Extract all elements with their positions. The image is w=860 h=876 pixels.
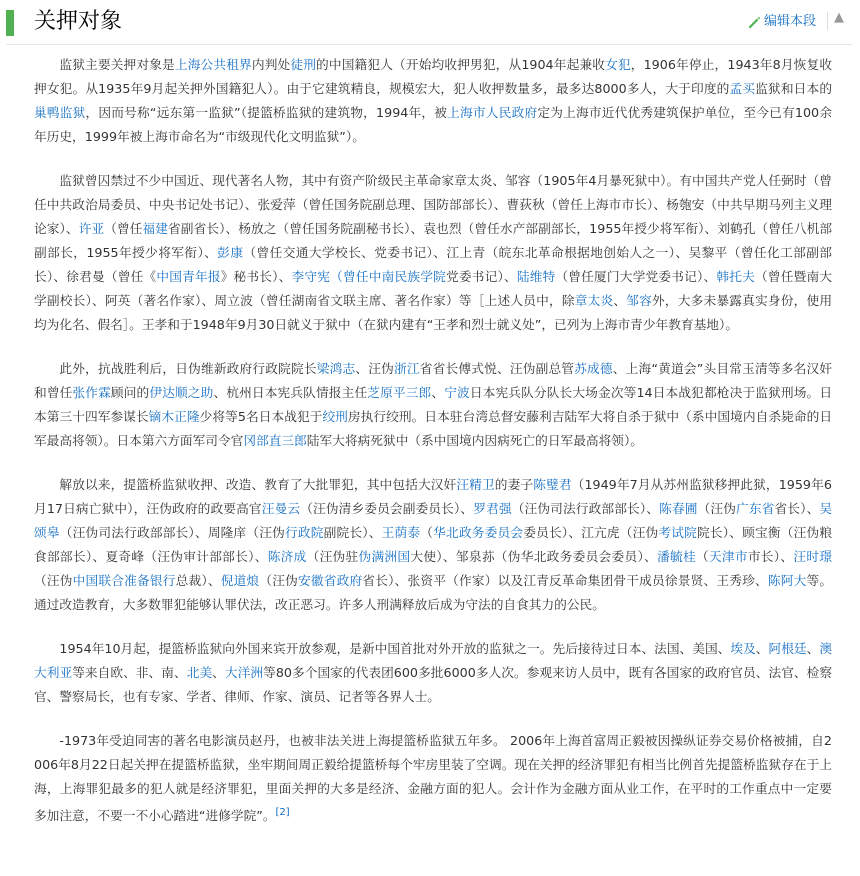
text-run: 等80多个国家的代表团600多批6000多人次。参观来访人员中，既有各国家的政府官员、法官、检察官、警察局长，也有专家、学者、律师、作家、演员、记者等各界人士。 <box>34 665 833 704</box>
inline-link[interactable]: 伪满洲国 <box>358 549 411 564</box>
inline-link[interactable]: 汪精卫 <box>456 477 495 492</box>
inline-link[interactable]: 冈部直三郎 <box>243 433 307 448</box>
paragraph <box>34 53 832 149</box>
text-run: （曾任暨南大学副校长）、阿英（著名作家）、周立波（曾任湖南省文联主席、著名作家）等［上述人员中，除 <box>34 269 833 308</box>
inline-link[interactable]: 北美 <box>186 665 213 680</box>
inline-link[interactable]: 中国青年报 <box>156 269 221 284</box>
inline-link[interactable]: 镝木正隆 <box>148 409 200 424</box>
inline-link[interactable]: 王荫泰 <box>381 525 421 540</box>
section-nav-icon[interactable]: ▲ <box>834 10 844 25</box>
inline-link[interactable]: 上海市人民政府 <box>447 105 538 120</box>
inline-link[interactable]: 安徽省政府 <box>297 573 363 588</box>
inline-link[interactable]: 澳大利亚 <box>34 641 833 680</box>
section-header <box>6 0 852 45</box>
inline-link[interactable]: 苏成德 <box>574 361 613 376</box>
section-title: 关押对象 <box>34 9 123 34</box>
text-run: 陆军大将病死狱中（系中国境内因病死亡的日军最高将领）。 <box>306 433 643 448</box>
text-run: （汪伪 <box>34 573 73 588</box>
inline-link[interactable]: 巢鸭监狱 <box>34 105 86 120</box>
text-run: （汪伪 <box>697 501 737 516</box>
text-run: 、 <box>212 665 225 680</box>
text-run: 、 <box>755 641 769 656</box>
inline-link[interactable]: 潘毓桂 <box>657 549 696 564</box>
inline-link[interactable]: 汪时璟 <box>793 549 832 564</box>
inline-link[interactable]: 绞刑 <box>322 409 348 424</box>
inline-link[interactable]: 浙江 <box>394 361 420 376</box>
text-run: 大使）、邹泉荪（伪华北政务委员会委员）、 <box>410 549 658 564</box>
text-run: 》秘书长）、 <box>220 269 292 284</box>
inline-link[interactable]: 彭康 <box>217 245 244 260</box>
inline-link[interactable]: 行政院 <box>285 525 324 540</box>
text-run: 房执行绞刑。日本驻台湾总督安藤利吉陆军大将自杀于狱中（系中国境内自杀毙命的日军最高将领）。日本第六方面军司令官 <box>34 409 833 448</box>
inline-link[interactable]: 华北政务委员会 <box>433 525 524 540</box>
text-run: 解放以来，提篮桥监狱收押、改造、教育了大批罪犯，其中包括大汉奸 <box>59 477 457 492</box>
inline-link[interactable]: 广东省 <box>736 501 775 516</box>
inline-link[interactable]: 许亚 <box>78 221 105 236</box>
paragraph <box>34 637 832 709</box>
inline-link[interactable]: 罗君强 <box>473 501 512 516</box>
text-run: 省省长傅式悦、汪伪副总管 <box>419 361 575 376</box>
text-run: 总裁）、 <box>175 573 221 588</box>
text-run: 市长）、 <box>747 549 794 564</box>
text-run: 、上海“黄道会”头目常玉清等多名汉奸和曾任 <box>34 361 833 400</box>
inline-link[interactable]: 梁鸿志 <box>316 361 356 376</box>
inline-link[interactable]: 埃及 <box>730 641 756 656</box>
inline-link[interactable]: 女犯 <box>605 57 631 72</box>
text-run: （曾任 <box>104 221 143 236</box>
header-divider <box>827 12 828 30</box>
inline-link[interactable]: 徒刑 <box>290 57 317 72</box>
text-run: 内判处 <box>251 57 291 72</box>
text-run: 等来自欧、非、南、 <box>72 665 187 680</box>
text-run: 、 <box>431 385 445 400</box>
inline-link[interactable]: 邹容 <box>626 293 652 308</box>
inline-link[interactable]: 大洋洲 <box>224 665 264 680</box>
text-run: （汪伪司法行政部部长）、周隆庠（汪伪 <box>59 525 286 540</box>
inline-link[interactable]: （曾任中南民族学院 <box>330 269 446 284</box>
text-run: 、杭州日本宪兵队情报主任 <box>213 385 368 400</box>
edit-section-label: 编辑本段 <box>763 14 816 29</box>
text-run: 定为上海市近代优秀建筑保护单位，至今已有100余年历史，1999年被上海市命名为“市级现代化文明监狱”）。 <box>34 105 833 144</box>
text-run: 委员长）、江亢虎（汪伪 <box>523 525 659 540</box>
inline-link[interactable]: 陈璧君 <box>533 477 572 492</box>
text-run: 监狱和日本的 <box>755 81 833 96</box>
text-run: （曾任交通大学校长、党委书记）、江上青（皖东北革命根据地创始人之一）、吴黎平（曾任化工部副部长）、徐君曼（曾任《 <box>34 245 832 284</box>
text-run: 、汪伪 <box>355 361 394 376</box>
text-run: 院长）、顾宝衡（汪伪粮食部部长）、夏奇峰（汪伪审计部部长）、 <box>34 525 833 564</box>
text-run: 等。通过改造教育，大多数罪犯能够认罪伏法，改正恶习。许多人刑满释放后成为守法的自食其力的公民。 <box>34 573 833 612</box>
text-run: 、 <box>613 293 627 308</box>
text-run: （ <box>420 525 434 540</box>
text-run: 省长）、 <box>774 501 820 516</box>
paragraph <box>34 357 832 453</box>
inline-link[interactable]: 陆维特 <box>516 269 556 284</box>
inline-link[interactable]: 中国联合准备银行 <box>72 573 176 588</box>
inline-link[interactable]: 上海公共租界 <box>174 57 252 72</box>
text-run: （曾任厦门大学党委书记）、 <box>555 269 717 284</box>
text-run: （汪伪司法行政部部长）、 <box>511 501 660 516</box>
text-run: （汪伪清乡委员会副委员长）、 <box>300 501 474 516</box>
text-run: （1949年7月从苏州监狱移押此狱，1959年6月17日病亡狱中），汪伪政府的政要高官 <box>34 477 833 516</box>
inline-link[interactable]: 芝原平三郎 <box>367 385 432 400</box>
inline-link[interactable]: 考试院 <box>658 525 698 540</box>
text-run: 、 <box>806 641 820 656</box>
text-run: 的中国籍犯人（开始均收押男犯，从1904年起兼收 <box>316 57 606 72</box>
inline-link[interactable]: 陈春圃 <box>659 501 698 516</box>
text-run: ，因而号称“远东第一监狱”（提篮桥监狱的建筑物，1994年，被 <box>85 105 448 120</box>
section-content <box>0 45 860 828</box>
text-run: 此外，抗战胜利后，日伪维新政府行政院院长 <box>59 361 317 376</box>
edit-section-button[interactable] <box>748 13 816 31</box>
text-run: （ <box>695 549 709 564</box>
inline-link[interactable]: 宁波 <box>444 385 470 400</box>
citation-link[interactable]: [2] <box>275 807 290 818</box>
paragraph <box>34 473 832 617</box>
text-run: （汪伪 <box>259 573 298 588</box>
inline-link[interactable]: 福建 <box>142 221 169 236</box>
inline-link[interactable]: 陈阿大 <box>767 573 807 588</box>
text-run: 的妻子 <box>494 477 534 492</box>
text-run: 外，大多未暴露真实身份，使用均为化名、假名］。王孝和于1948年9月30日就义于狱中（在狱内建有“王孝和烈士就义处”，已列为上海市青少年教育基地）。 <box>34 293 833 332</box>
inline-link[interactable]: 吴颂皋 <box>34 501 833 540</box>
inline-link[interactable]: 孟买 <box>729 81 756 96</box>
inline-link[interactable]: 阿根廷 <box>768 641 807 656</box>
inline-link[interactable]: 倪道烺 <box>220 573 260 588</box>
text-run: -1973年受迫同害的著名电影演员赵丹，也被非法关进上海提篮桥监狱五年多。 2006年上海首富周正毅被因操纵证券交易价格被捕，自2006年8月22日起关押在提篮桥监狱，坐牢期间周正毅给提篮桥每个牢房里装了空调。现在关押的经济罪犯有相当比例首先提篮桥监狱存在于上海，上海罪犯最多的犯人就是经济罪犯，里面关押的大多是经济、金融方面的犯人。会计作为金融方面从业工作，在平时的工作重点中一定要多加注意，不要一不小心踏进“进修学院”。 <box>34 733 832 824</box>
text-run: 副院长）、 <box>323 525 382 540</box>
inline-link[interactable]: 汪曼云 <box>261 501 301 516</box>
inline-link[interactable]: 天津市 <box>708 549 748 564</box>
inline-link[interactable]: 李守宪 <box>291 269 331 284</box>
inline-link[interactable]: 伊达顺之助 <box>149 385 214 400</box>
text-run: 省长）、张资平（作家）以及江青反革命集团骨干成员徐景贤、王秀珍、 <box>362 573 768 588</box>
inline-link[interactable]: 张作霖 <box>72 385 111 400</box>
text-run: 监狱曾囚禁过不少中国近、现代著名人物，其中有资产阶级民主革命家章太炎、邹容（1905年4月暴死狱中）。有中国共产党人任弼时（曾任中共政治局委员、中央书记处书记）、张爱萍（曾任国务院副总理、国防部部长）、曹荻秋（曾任上海市市长）、杨匏安（中共早期马列主义理论家）、 <box>34 173 832 236</box>
pencil-icon <box>748 16 761 29</box>
inline-link[interactable]: 陈济成 <box>267 549 307 564</box>
text-run: 日本宪兵队分队长大场金次等14日本战犯都枪决于监狱刑场。日本第三十四军参谋长 <box>34 385 833 424</box>
inline-link[interactable]: 韩托夫 <box>716 269 755 284</box>
text-run: 顾问的 <box>110 385 150 400</box>
text-run: 少将等5名日本战犯于 <box>199 409 323 424</box>
text-run: （汪伪驻 <box>306 549 359 564</box>
text-run: 党委书记）、 <box>445 269 517 284</box>
text-run: ，1906年停止，1943年8月恢复收押女犯。从1935年9月起关押外国籍犯人）。由于它建筑精良，规模宏大，犯人收押数量多，最多达8000多人，大于印度的 <box>34 57 833 96</box>
paragraph <box>34 169 832 337</box>
section-accent-bar <box>6 10 14 36</box>
text-run: 监狱主要关押对象是 <box>59 57 175 72</box>
text-run: 1954年10月起，提篮桥监狱向外国来宾开放参观，是新中国首批对外开放的监狱之一。先后接待过日本、法国、美国、 <box>59 641 731 656</box>
inline-link[interactable]: 章太炎 <box>574 293 614 308</box>
paragraph <box>34 729 832 828</box>
text-run: 省副省长）、杨放之（曾任国务院副秘书长）、袁也烈（曾任水产部副部长，1955年授少将军衔）、刘鹤孔（曾任八机部副部长，1955年授少将军衔）、 <box>34 221 833 260</box>
